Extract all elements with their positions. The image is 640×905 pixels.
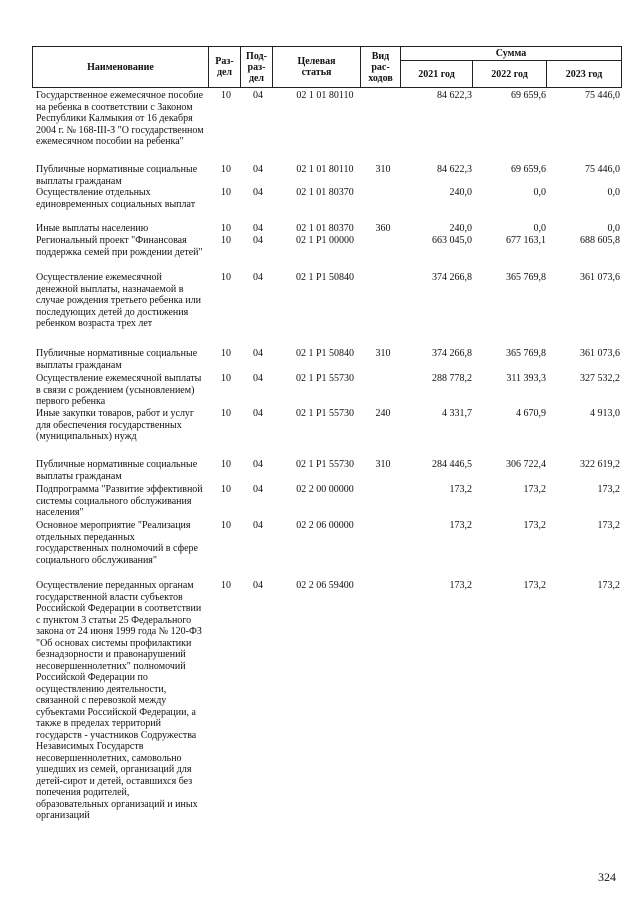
row-sum-2023: 322 619,2 — [580, 459, 620, 470]
row-sum-2022: 0,0 — [533, 223, 546, 234]
row-target: 02 1 Р1 55730 — [295, 408, 355, 419]
row-target: 02 1 Р1 55730 — [295, 373, 355, 384]
row-sum-2023: 0,0 — [607, 223, 620, 234]
row-target: 02 1 01 80110 — [296, 90, 354, 101]
row-sum-2022: 0,0 — [533, 187, 546, 198]
row-target: 02 1 01 80370 — [296, 223, 354, 234]
header-2022: 2022 год — [491, 68, 528, 80]
row-sum-2023: 327 532,2 — [580, 373, 620, 384]
row-sum-2023: 173,2 — [597, 520, 620, 531]
row-target: 02 1 01 80370 — [296, 187, 354, 198]
row-podrazdel: 04 — [253, 235, 263, 246]
row-name: Публичные нормативные социальные выплаты гражданам — [36, 164, 198, 187]
row-name: Публичные нормативные социальные выплаты гражданам — [36, 459, 198, 482]
header-vid-raskhodov: Вид рас- ходов — [368, 50, 393, 84]
row-podrazdel: 04 — [253, 348, 263, 359]
row-sum-2022: 69 659,6 — [511, 164, 546, 175]
row-name: Осуществление ежемесячной денежной выплаты, назначаемой в случае рождения третьего ребенка или последующих детей до достижения ребенком возраста трех лет — [36, 272, 201, 329]
row-target: 02 1 Р1 50840 — [295, 272, 355, 283]
row-sum-2021: 374 266,8 — [432, 272, 472, 283]
row-podrazdel: 04 — [253, 484, 263, 495]
header-tselevaya-statya: Целевая статья — [297, 56, 336, 78]
row-target: 02 1 Р1 00000 — [295, 235, 355, 246]
row-razdel: 10 — [221, 235, 231, 246]
row-sum-2021: 84 622,3 — [437, 164, 472, 175]
row-sum-2021: 173,2 — [449, 580, 472, 591]
row-sum-2023: 173,2 — [597, 484, 620, 495]
row-sum-2021: 374 266,8 — [432, 348, 472, 359]
row-vid: 310 — [375, 348, 391, 359]
row-sum-2021: 84 622,3 — [437, 90, 472, 101]
header-2021: 2021 год — [418, 68, 455, 80]
row-sum-2021: 240,0 — [449, 187, 472, 198]
row-razdel: 10 — [221, 520, 231, 531]
row-vid: 310 — [375, 164, 391, 175]
row-razdel: 10 — [221, 408, 231, 419]
row-target: 02 2 06 00000 — [296, 520, 354, 531]
row-podrazdel: 04 — [253, 90, 263, 101]
row-sum-2023: 361 073,6 — [580, 272, 620, 283]
row-razdel: 10 — [221, 459, 231, 470]
row-sum-2021: 240,0 — [449, 223, 472, 234]
row-podrazdel: 04 — [253, 272, 263, 283]
row-razdel: 10 — [221, 348, 231, 359]
row-sum-2023: 75 446,0 — [585, 164, 620, 175]
header-podrazdel: Под- раз- дел — [246, 50, 267, 84]
header-naimenovanie: Наименование — [87, 61, 154, 73]
row-vid: 360 — [375, 223, 391, 234]
row-razdel: 10 — [221, 90, 231, 101]
row-sum-2022: 173,2 — [523, 484, 546, 495]
row-name: Публичные нормативные социальные выплаты гражданам — [36, 348, 198, 371]
row-sum-2023: 173,2 — [597, 580, 620, 591]
row-sum-2022: 69 659,6 — [511, 90, 546, 101]
header-summa: Сумма — [495, 47, 527, 59]
row-sum-2022: 4 670,9 — [516, 408, 546, 419]
row-razdel: 10 — [221, 223, 231, 234]
row-sum-2022: 311 393,3 — [506, 373, 546, 384]
header-2023: 2023 год — [565, 68, 603, 80]
row-razdel: 10 — [221, 164, 231, 175]
row-target: 02 1 Р1 50840 — [295, 348, 355, 359]
row-razdel: 10 — [221, 187, 231, 198]
row-sum-2023: 4 913,0 — [590, 408, 620, 419]
row-podrazdel: 04 — [253, 580, 263, 591]
row-name: Подпрограмма "Развитие эффективной системы социального обслуживания населения" — [36, 484, 203, 518]
row-sum-2023: 361 073,6 — [580, 348, 620, 359]
row-sum-2022: 365 769,8 — [506, 348, 546, 359]
row-name: Осуществление отдельных единовременных социальных выплат — [36, 187, 196, 210]
row-sum-2022: 677 163,1 — [506, 235, 546, 246]
row-name: Осуществление переданных органам государственной власти субъектов Российской Федерации в соответствии с пунктом 3 статьи 25 Федерального закона от 24 июня 1999 года № 120-ФЗ "Об основах системы профилактики безнадзорности и правонарушений несовершеннолетних" полномочий Российской Федерации по осуществлению деятельности, связанной с перевозкой между субъектами Российской Федерации, а также в пределах территорий государств - участников Содружества Независимых Государств несовершеннолетних, самовольно ушедших из семей, организаций для детей-сирот и детей, оставшихся без попечения родителей, образовательных организаций и иных организаций — [36, 580, 202, 821]
row-podrazdel: 04 — [253, 520, 263, 531]
row-podrazdel: 04 — [253, 187, 263, 198]
row-sum-2022: 365 769,8 — [506, 272, 546, 283]
row-razdel: 10 — [221, 484, 231, 495]
row-target: 02 1 Р1 55730 — [295, 459, 355, 470]
row-name: Государственное ежемесячное пособие на ребенка в соответствии с Законом Республики Калмыкия от 16 декабря 2004 г. № 168-III-З "О государственном ежемесячном пособии на ребенка" — [36, 90, 204, 147]
row-sum-2021: 663 045,0 — [432, 235, 472, 246]
row-vid: 240 — [375, 408, 391, 419]
row-podrazdel: 04 — [253, 164, 263, 175]
row-podrazdel: 04 — [253, 408, 263, 419]
row-sum-2021: 288 778,2 — [432, 373, 472, 384]
row-vid: 310 — [375, 459, 391, 470]
row-target: 02 1 01 80110 — [296, 164, 354, 175]
row-sum-2021: 173,2 — [449, 484, 472, 495]
row-name: Осуществление ежемесячной выплаты в связи с рождением (усыновлением) первого ребенка — [36, 373, 202, 407]
row-sum-2022: 173,2 — [523, 580, 546, 591]
row-sum-2022: 306 722,4 — [506, 459, 546, 470]
row-sum-2023: 75 446,0 — [585, 90, 620, 101]
row-sum-2021: 4 331,7 — [442, 408, 472, 419]
header-razdel: Раз- дел — [215, 56, 234, 78]
row-sum-2022: 173,2 — [523, 520, 546, 531]
row-sum-2023: 688 605,8 — [580, 235, 620, 246]
row-podrazdel: 04 — [253, 373, 263, 384]
row-razdel: 10 — [221, 373, 231, 384]
row-target: 02 2 00 00000 — [296, 484, 354, 495]
row-sum-2021: 284 446,5 — [432, 459, 472, 470]
row-name: Основное мероприятие "Реализация отдельных переданных государственных полномочий в сфере социального обслуживания" — [36, 520, 198, 566]
row-podrazdel: 04 — [253, 223, 263, 234]
page-number: 324 — [598, 870, 616, 884]
row-razdel: 10 — [221, 272, 231, 283]
row-podrazdel: 04 — [253, 459, 263, 470]
row-target: 02 2 06 59400 — [296, 580, 354, 591]
row-razdel: 10 — [221, 580, 231, 591]
table-header — [32, 46, 622, 88]
row-name: Иные выплаты населению — [36, 223, 149, 234]
row-sum-2023: 0,0 — [607, 187, 620, 198]
row-name: Региональный проект "Финансовая поддержка семей при рождении детей" — [36, 235, 203, 258]
row-name: Иные закупки товаров, работ и услуг для обеспечения государственных (муниципальных) нужд — [36, 408, 195, 442]
row-sum-2021: 173,2 — [449, 520, 472, 531]
